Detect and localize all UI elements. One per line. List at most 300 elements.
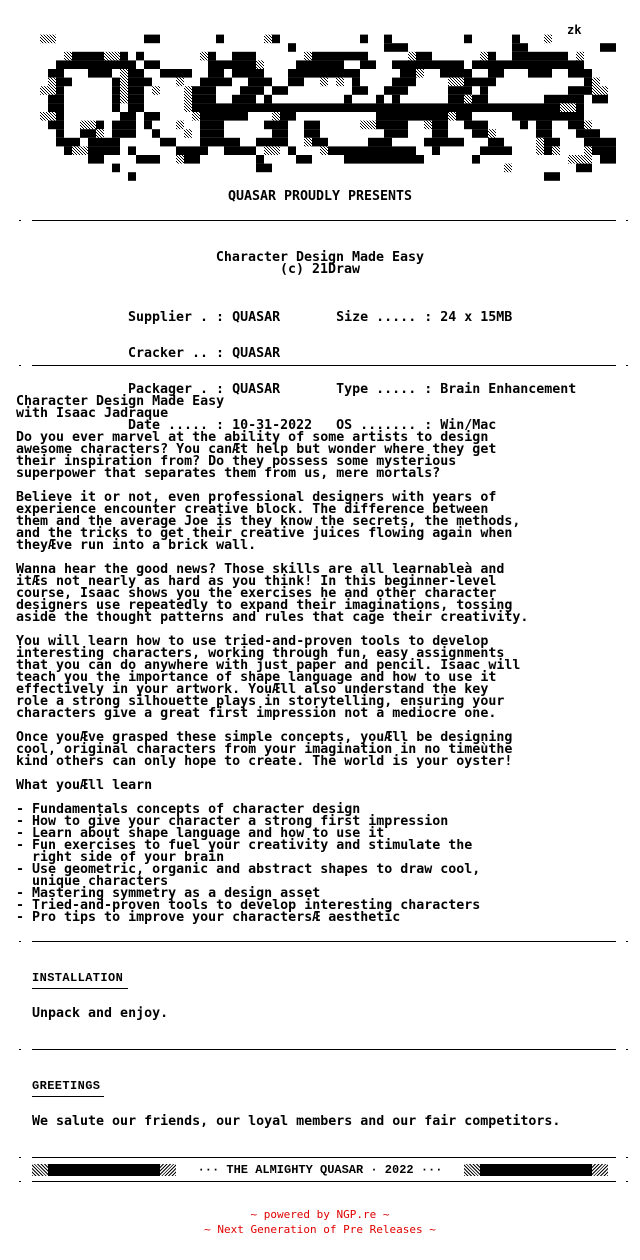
logo-block xyxy=(424,112,432,121)
logo-block xyxy=(560,112,568,121)
heading-underline xyxy=(32,1096,104,1097)
logo-block xyxy=(200,138,208,147)
powered-by: ~ powered by NGP.re ~ xyxy=(250,1208,390,1221)
logo-block xyxy=(136,155,144,164)
logo-block xyxy=(144,60,152,69)
logo-block xyxy=(584,138,592,147)
logo-block xyxy=(480,129,488,138)
logo-block xyxy=(128,112,136,121)
logo-block xyxy=(96,52,104,61)
logo-block xyxy=(432,146,440,155)
presents-tagline: QUASAR PROUDLY PRESENTS xyxy=(227,189,413,204)
logo-hatch-block xyxy=(184,86,192,95)
logo-block xyxy=(216,69,224,78)
description-line: their inspiration from? Do they possess some mysterious xyxy=(16,454,457,469)
logo-block xyxy=(112,164,120,173)
logo-block xyxy=(544,146,552,155)
logo-block xyxy=(384,155,392,164)
logo-block xyxy=(464,121,472,130)
logo-block xyxy=(88,138,96,147)
logo-block xyxy=(584,86,592,95)
logo-block xyxy=(376,121,384,130)
logo-block xyxy=(552,52,560,61)
logo-block xyxy=(360,146,368,155)
logo-hatch-block xyxy=(408,52,416,61)
logo-block xyxy=(208,95,216,104)
logo-block xyxy=(488,103,496,112)
logo-block xyxy=(296,103,304,112)
logo-block xyxy=(208,103,216,112)
logo-block xyxy=(112,95,120,104)
logo-block xyxy=(528,60,536,69)
logo-block xyxy=(128,60,136,69)
logo-block xyxy=(352,103,360,112)
logo-block xyxy=(224,112,232,121)
logo-block xyxy=(536,69,544,78)
logo-block xyxy=(272,138,280,147)
logo-block xyxy=(96,146,104,155)
logo-block xyxy=(448,95,456,104)
logo-hatch-block xyxy=(48,112,56,121)
logo-block xyxy=(112,78,120,87)
logo-block xyxy=(192,155,200,164)
logo-block xyxy=(488,146,496,155)
logo-hatch-block xyxy=(120,86,128,95)
logo-block xyxy=(224,103,232,112)
logo-block xyxy=(328,69,336,78)
logo-block xyxy=(416,112,424,121)
logo-block xyxy=(256,78,264,87)
logo-block xyxy=(400,86,408,95)
description-line: aside the thought patterns and rules that cage their creativity. xyxy=(16,610,529,625)
logo-block xyxy=(392,103,400,112)
logo-block xyxy=(48,121,56,130)
logo-block xyxy=(496,146,504,155)
logo-block xyxy=(344,52,352,61)
logo-block xyxy=(512,60,520,69)
logo-block xyxy=(488,60,496,69)
logo-block xyxy=(480,146,488,155)
logo-block xyxy=(248,103,256,112)
logo-block xyxy=(456,69,464,78)
logo-block xyxy=(536,103,544,112)
logo-block xyxy=(424,60,432,69)
description-line: unique characters xyxy=(16,874,169,889)
logo-block xyxy=(88,146,96,155)
logo-block xyxy=(384,121,392,130)
logo-block xyxy=(240,95,248,104)
logo-block xyxy=(480,60,488,69)
logo-hatch-block xyxy=(552,146,560,155)
logo-block xyxy=(136,103,144,112)
logo-block xyxy=(544,112,552,121)
logo-block xyxy=(432,112,440,121)
logo-block xyxy=(72,52,80,61)
logo-block xyxy=(536,129,544,138)
logo-hatch-block xyxy=(176,78,184,87)
logo-block xyxy=(488,78,496,87)
logo-block xyxy=(504,146,512,155)
logo-hatch-block xyxy=(584,155,592,164)
logo-block xyxy=(216,35,224,44)
info-line-packager-type: Packager . : QUASAR Type ..... : Brain Enhancement xyxy=(128,382,577,397)
logo-hatch-block xyxy=(600,86,608,95)
logo-block xyxy=(256,164,264,173)
logo-block xyxy=(464,103,472,112)
logo-hatch-block xyxy=(336,78,344,87)
description-line: interesting characters, working through fun, easy assignments xyxy=(16,646,505,661)
description-line: and the tricks to get their creative juices flowing again when xyxy=(16,526,513,541)
logo-block xyxy=(432,121,440,130)
learn-list-item: - Fun exercises to fuel your creativity and stimulate the xyxy=(16,838,473,853)
logo-block xyxy=(216,138,224,147)
logo-block xyxy=(352,78,360,87)
banner-hatch xyxy=(160,1164,176,1176)
logo-hatch-block xyxy=(152,86,160,95)
logo-block xyxy=(552,95,560,104)
logo-block xyxy=(216,121,224,130)
logo-block xyxy=(240,112,248,121)
rule-dot xyxy=(19,220,21,221)
logo-block xyxy=(176,146,184,155)
logo-block xyxy=(384,35,392,44)
logo-hatch-block xyxy=(568,155,576,164)
logo-block xyxy=(536,60,544,69)
logo-block xyxy=(112,138,120,147)
logo-block xyxy=(600,146,608,155)
logo-block xyxy=(512,112,520,121)
logo-block xyxy=(456,86,464,95)
logo-block xyxy=(456,95,464,104)
logo-block xyxy=(600,155,608,164)
logo-block xyxy=(200,103,208,112)
logo-block xyxy=(264,103,272,112)
logo-block xyxy=(480,78,488,87)
logo-block xyxy=(344,155,352,164)
description-line: effectively in your artwork. YouÆll also understand the key xyxy=(16,682,489,697)
logo-block xyxy=(408,112,416,121)
logo-block xyxy=(240,60,248,69)
logo-block xyxy=(128,129,136,138)
logo-block xyxy=(360,103,368,112)
logo-hatch-block xyxy=(96,129,104,138)
logo-block xyxy=(488,69,496,78)
logo-hatch-block xyxy=(304,52,312,61)
logo-block xyxy=(400,78,408,87)
logo-block xyxy=(208,121,216,130)
logo-block xyxy=(480,95,488,104)
logo-block xyxy=(328,146,336,155)
logo-hatch-block xyxy=(368,121,376,130)
logo-hatch-block xyxy=(80,121,88,130)
logo-block xyxy=(240,52,248,61)
logo-hatch-block xyxy=(480,52,488,61)
logo-block xyxy=(392,121,400,130)
rule-dot xyxy=(19,941,21,942)
logo-block xyxy=(608,138,616,147)
logo-block xyxy=(432,103,440,112)
logo-block xyxy=(128,103,136,112)
logo-block xyxy=(104,138,112,147)
logo-block xyxy=(120,52,128,61)
learn-list-item: - Tried-and-proven tools to develop interesting characters xyxy=(16,898,481,913)
logo-hatch-block xyxy=(64,52,72,61)
logo-block xyxy=(552,103,560,112)
logo-block xyxy=(112,60,120,69)
logo-block xyxy=(544,103,552,112)
logo-block xyxy=(376,103,384,112)
rule-dot xyxy=(626,220,628,221)
logo-block xyxy=(256,86,264,95)
logo-block xyxy=(296,78,304,87)
learn-list-item: - Use geometric, organic and abstract shapes to draw cool, xyxy=(16,862,481,877)
logo-block xyxy=(608,146,616,155)
logo-block xyxy=(448,103,456,112)
logo-hatch-block xyxy=(264,35,272,44)
logo-hatch-block xyxy=(88,121,96,130)
logo-block xyxy=(232,103,240,112)
logo-block xyxy=(408,69,416,78)
logo-block xyxy=(376,146,384,155)
logo-block xyxy=(368,103,376,112)
logo-block xyxy=(248,60,256,69)
logo-block xyxy=(576,86,584,95)
logo-block xyxy=(336,52,344,61)
logo-block xyxy=(336,60,344,69)
logo-block xyxy=(248,52,256,61)
logo-block xyxy=(264,164,272,173)
logo-block xyxy=(536,52,544,61)
logo-block xyxy=(392,129,400,138)
logo-block xyxy=(184,146,192,155)
description-line: with Isaac Jadraque xyxy=(16,406,169,421)
logo-block xyxy=(480,103,488,112)
logo-block xyxy=(200,129,208,138)
logo-block xyxy=(128,78,136,87)
logo-block xyxy=(56,121,64,130)
logo-hatch-block xyxy=(72,146,80,155)
logo-hatch-block xyxy=(104,52,112,61)
logo-block xyxy=(240,103,248,112)
divider xyxy=(32,941,616,942)
logo-block xyxy=(136,69,144,78)
logo-block xyxy=(304,103,312,112)
logo-block xyxy=(272,103,280,112)
logo-block xyxy=(400,129,408,138)
logo-block xyxy=(72,138,80,147)
logo-block xyxy=(576,121,584,130)
logo-hatch-block xyxy=(40,86,48,95)
logo-block xyxy=(568,86,576,95)
logo-hatch-block xyxy=(536,146,544,155)
rule-dot xyxy=(626,365,628,366)
logo-block xyxy=(72,60,80,69)
logo-block xyxy=(304,155,312,164)
learn-list-item: - Mastering symmetry as a design asset xyxy=(16,886,321,901)
logo-block xyxy=(192,103,200,112)
logo-block xyxy=(488,138,496,147)
logo-block xyxy=(80,52,88,61)
logo-block xyxy=(104,146,112,155)
logo-block xyxy=(232,95,240,104)
logo-block xyxy=(144,155,152,164)
logo-block xyxy=(200,78,208,87)
logo-block xyxy=(304,121,312,130)
logo-block xyxy=(520,103,528,112)
logo-block xyxy=(104,69,112,78)
logo-block xyxy=(400,121,408,130)
logo-block xyxy=(592,146,600,155)
logo-block xyxy=(312,52,320,61)
logo-block xyxy=(120,121,128,130)
logo-hatch-block xyxy=(456,78,464,87)
logo-block xyxy=(520,112,528,121)
logo-block xyxy=(384,129,392,138)
logo-block xyxy=(232,138,240,147)
logo-block xyxy=(568,112,576,121)
quasar-logo xyxy=(0,0,640,200)
logo-block xyxy=(192,95,200,104)
banner-bar xyxy=(48,1164,160,1176)
logo-block xyxy=(368,138,376,147)
logo-block xyxy=(392,155,400,164)
logo-block xyxy=(248,95,256,104)
logo-block xyxy=(368,60,376,69)
logo-block xyxy=(272,86,280,95)
logo-block xyxy=(472,103,480,112)
logo-block xyxy=(440,121,448,130)
logo-block xyxy=(248,69,256,78)
logo-block xyxy=(384,138,392,147)
logo-block xyxy=(496,138,504,147)
logo-block xyxy=(544,138,552,147)
logo-block xyxy=(440,60,448,69)
logo-block xyxy=(160,138,168,147)
logo-block xyxy=(208,112,216,121)
logo-hatch-block xyxy=(40,112,48,121)
logo-block xyxy=(344,95,352,104)
description-line: that you can do anywhere with just paper and pencil. Isaac will xyxy=(16,658,521,673)
logo-block xyxy=(424,138,432,147)
info-line-cracker: Cracker .. : QUASAR xyxy=(128,346,281,361)
logo-block xyxy=(288,112,296,121)
description-line: Character Design Made Easy xyxy=(16,394,225,409)
logo-block xyxy=(208,69,216,78)
logo-block xyxy=(248,78,256,87)
divider xyxy=(32,1157,616,1158)
logo-block xyxy=(504,103,512,112)
description-line: designers use repeatedly to expand their imaginations, tossing xyxy=(16,598,513,613)
logo-block xyxy=(192,146,200,155)
logo-block xyxy=(208,60,216,69)
logo-block xyxy=(472,60,480,69)
logo-hatch-block xyxy=(320,78,328,87)
logo-block xyxy=(400,103,408,112)
logo-block xyxy=(384,103,392,112)
logo-hatch-block xyxy=(560,103,568,112)
logo-block xyxy=(56,95,64,104)
logo-block xyxy=(112,103,120,112)
learn-list-item: - Fundamentals concepts of character design xyxy=(16,802,361,817)
logo-block xyxy=(304,60,312,69)
logo-block xyxy=(136,95,144,104)
logo-block xyxy=(360,52,368,61)
logo-block xyxy=(408,78,416,87)
logo-block xyxy=(544,69,552,78)
logo-block xyxy=(376,112,384,121)
logo-block xyxy=(208,138,216,147)
logo-block xyxy=(120,112,128,121)
logo-hatch-block xyxy=(200,52,208,61)
logo-block xyxy=(432,138,440,147)
logo-block xyxy=(416,103,424,112)
logo-block xyxy=(480,86,488,95)
logo-block xyxy=(600,43,608,52)
logo-block xyxy=(568,121,576,130)
logo-block xyxy=(208,86,216,95)
logo-block xyxy=(432,129,440,138)
logo-block xyxy=(280,112,288,121)
logo-block xyxy=(576,112,584,121)
logo-block xyxy=(320,103,328,112)
logo-block xyxy=(336,103,344,112)
logo-block xyxy=(296,69,304,78)
logo-block xyxy=(352,69,360,78)
rule-dot xyxy=(626,941,628,942)
logo-block xyxy=(128,86,136,95)
logo-block xyxy=(512,52,520,61)
rule-dot xyxy=(626,1157,628,1158)
logo-block xyxy=(608,43,616,52)
logo-block xyxy=(128,69,136,78)
divider xyxy=(32,1181,616,1182)
logo-block xyxy=(536,112,544,121)
logo-block xyxy=(232,60,240,69)
logo-block xyxy=(96,60,104,69)
logo-block xyxy=(112,146,120,155)
logo-block xyxy=(424,103,432,112)
logo-block xyxy=(400,43,408,52)
logo-block xyxy=(576,129,584,138)
logo-block xyxy=(352,86,360,95)
logo-block xyxy=(144,121,152,130)
logo-block xyxy=(208,52,216,61)
logo-hatch-block xyxy=(320,146,328,155)
logo-block xyxy=(152,60,160,69)
logo-block xyxy=(368,146,376,155)
logo-block xyxy=(256,103,264,112)
logo-block xyxy=(392,60,400,69)
logo-block xyxy=(480,121,488,130)
logo-block xyxy=(400,60,408,69)
logo-hatch-block xyxy=(592,86,600,95)
logo-hatch-block xyxy=(48,78,56,87)
logo-hatch-block xyxy=(176,155,184,164)
logo-block xyxy=(248,86,256,95)
logo-block xyxy=(320,60,328,69)
info-line-supplier-size: Supplier . : QUASAR Size ..... : 24 x 15MB xyxy=(128,310,513,325)
logo-block xyxy=(448,138,456,147)
logo-block xyxy=(392,112,400,121)
logo-block xyxy=(552,60,560,69)
logo-block xyxy=(576,60,584,69)
logo-block xyxy=(384,112,392,121)
logo-block xyxy=(192,86,200,95)
logo-block xyxy=(248,146,256,155)
description-line: You will learn how to use tried-and-proven tools to develop xyxy=(16,634,489,649)
logo-block xyxy=(544,60,552,69)
logo-hatch-block xyxy=(576,155,584,164)
